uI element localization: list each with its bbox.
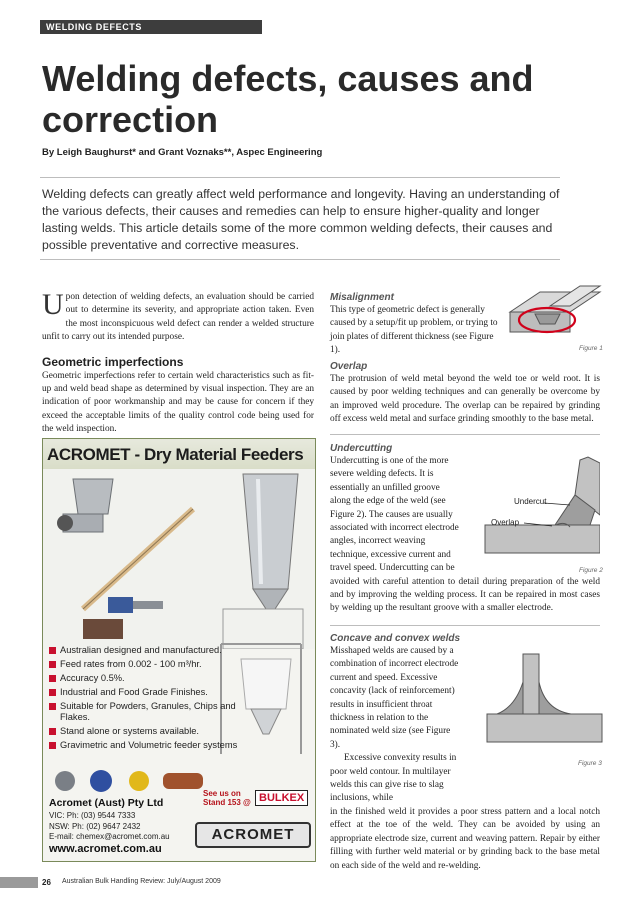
figure-3-label: Figure 3 xyxy=(578,760,602,767)
bulkex-badge[interactable] xyxy=(203,789,313,811)
feature-item: Gravimetric and Volumetric feeder systems xyxy=(49,740,249,751)
footer-publication: Australian Bulk Handling Review: July/August 2009 xyxy=(62,878,221,885)
concave-convex-heading: Concave and convex welds xyxy=(330,633,461,644)
opening-paragraph xyxy=(42,288,314,345)
left-column xyxy=(42,288,314,437)
opening-text: pon detection of welding defects, an evaluation should be carried out to determine its severity, and appropriate action taken. Even the most inconspicuous weld defect can render a welded structure unfit to carry out its intended purpose. xyxy=(42,292,314,343)
ad-headline: ACROMET - Dry Material Feeders xyxy=(43,439,315,469)
misalignment-section xyxy=(330,292,502,358)
overlap-text: The protrusion of weld metal beyond the weld toe or weld root. It is caused by poor welding techniques and can generally be overcome by an improved weld procedure. The overlap can be repaired by grinding off excess weld metal and surface grinding smoothly to the base metal. xyxy=(330,374,600,425)
acromet-logo: ACROMET xyxy=(195,822,311,848)
misalignment-heading: Misalignment xyxy=(330,292,394,303)
overlap-section xyxy=(330,361,600,427)
feature-item: Australian designed and manufactured. xyxy=(49,645,249,656)
feature-item: Suitable for Powders, Granules, Chips and Flakes. xyxy=(49,701,249,723)
feature-item: Accuracy 0.5%. xyxy=(49,673,249,684)
figure-2-illustration xyxy=(470,455,600,565)
undercutting-text-continued: avoided with careful attention to detail during preparation of the weld and by improving the welding process. It can be repaired in most cases by welding up the resultant groove with a smaller electrode. xyxy=(330,576,600,614)
feature-item: Feed rates from 0.002 - 100 m³/hr. xyxy=(49,659,249,670)
overlap-label: Overlap xyxy=(491,518,520,527)
feature-item: Industrial and Food Grade Finishes. xyxy=(49,687,249,698)
concave-convex-text-continued: in the finished weld it provides a poor stress pattern and a local notch effect at the toe of the weld. They can be avoided by using an appropriate electrode size, current and weaving pattern. Repair by either filling with further weld material or by grinding back to the base metal on each side of the weld and re-welding. xyxy=(330,806,600,871)
ad-feature-list xyxy=(49,645,249,754)
convexity-text: Excessive convexity results in poor weld contour. In multilayer welds this can give rise to slag inclusions, while xyxy=(330,753,457,804)
stand-text: Stand 153 @ xyxy=(203,798,251,807)
ad-email[interactable]: E-mail: chemex@acromet.com.au xyxy=(49,832,170,841)
section-tag: WELDING DEFECTS xyxy=(40,20,262,34)
undercutting-text: Undercutting is one of the more severe welding defects. It is essentially an unfilled groove along the edge of the weld (see Figure 2). The causes are usually associated with incorrect electrode angles, incorrect weaving technique, excessive current and travel speed. Undercutting can be xyxy=(330,456,459,574)
figure-1-label: Figure 1 xyxy=(579,345,603,352)
article-title: Welding defects, causes and correction xyxy=(42,58,534,140)
ad-nsw-phone: NSW: Ph: (02) 9647 2432 xyxy=(49,821,141,831)
intro-paragraph: Welding defects can greatly affect weld performance and longevity. Having an understanding of the various defects, their causes and remedies can help to ensure higher-quality and longer lasting welds. This article details some of the more common welding defects, their causes and possible preventative and corrective measures. xyxy=(42,187,560,252)
undercutting-heading: Undercutting xyxy=(330,443,393,454)
feeder-illustration xyxy=(43,469,315,649)
feature-item: Stand alone or systems available. xyxy=(49,726,249,737)
product-icons xyxy=(51,767,211,795)
drop-cap: U xyxy=(42,288,64,321)
misalignment-text: This type of geometric defect is generally caused by a setup/fit up problem, or trying to join plates of different thickness (see Figure 1). xyxy=(330,305,498,356)
bulkex-logo: BULKEX xyxy=(255,790,308,806)
byline: By Leigh Baughurst* and Grant Voznaks**, Aspec Engineering xyxy=(42,147,323,158)
geometric-imperfections-text: Geometric imperfections refer to certain weld characteristics such as fit-up and weld bead shape as determined by visual inspection. They are an indication of poor workmanship and may be cause for concern if they exceed the acceptable limits of the quality control code being used for the weld inspection. xyxy=(42,370,314,435)
divider xyxy=(40,259,560,260)
acromet-advertisement[interactable] xyxy=(42,438,316,862)
ad-vic-phone: VIC: Ph: (03) 9544 7333 xyxy=(49,811,136,820)
figure-1-illustration xyxy=(505,284,605,346)
figure-2-label: Figure 2 xyxy=(579,567,603,574)
ad-contact xyxy=(49,811,170,843)
divider xyxy=(40,177,560,178)
concave-convex-text: Misshaped welds are caused by a combination of incorrect electrode current and speed. Excessive concavity (lack of reinforcement) results in insufficient throat thickness in relation to the nominated weld size (see Figure 3). xyxy=(330,646,459,750)
undercut-label: Undercut xyxy=(514,497,547,506)
geometric-imperfections-heading: Geometric imperfections xyxy=(42,354,184,369)
footer-bar xyxy=(0,877,38,888)
figure-3-illustration xyxy=(485,652,605,752)
see-us-text: See us on xyxy=(203,789,241,798)
divider xyxy=(330,625,600,626)
divider xyxy=(330,434,600,435)
ad-website[interactable]: www.acromet.com.au xyxy=(49,843,162,855)
overlap-heading: Overlap xyxy=(330,361,368,372)
page-number: 26 xyxy=(42,878,51,887)
ad-company: Acromet (Aust) Pty Ltd xyxy=(49,797,164,809)
